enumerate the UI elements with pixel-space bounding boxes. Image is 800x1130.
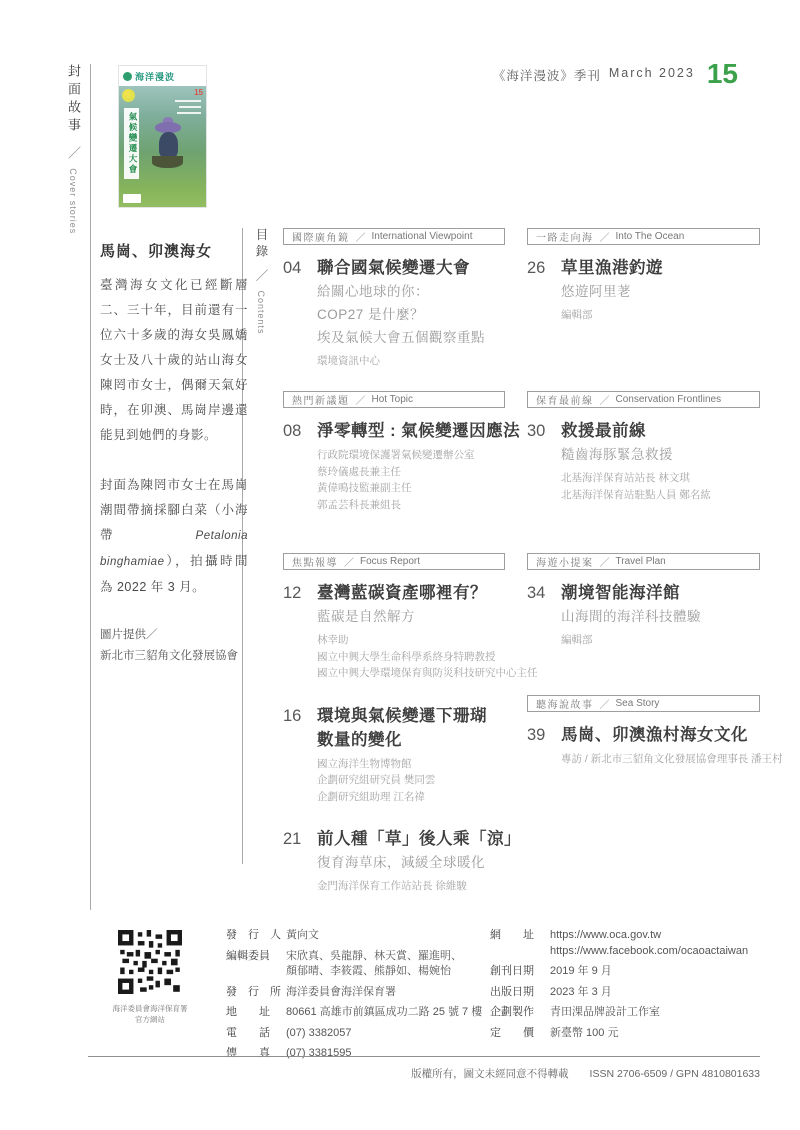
entry-credit: 行政院環境保護署氣候變遷辦公室 xyxy=(317,449,475,461)
section-header-en: Focus Report xyxy=(360,556,421,567)
photo-credit xyxy=(100,625,248,667)
toc-entry xyxy=(283,827,521,895)
entry-credit: 企劃研究組助理 江名禕 xyxy=(317,790,425,803)
section-header-en: Conservation Frontlines xyxy=(615,394,722,405)
colophon-value xyxy=(550,985,612,1001)
colophon-value xyxy=(286,985,396,1001)
colophon-value xyxy=(286,1005,482,1021)
entry-subtitles xyxy=(561,605,760,628)
entry-title: 馬崗、卯澳漁村海女文化 xyxy=(561,726,748,744)
entry-credit: 國立中興大學生命科學系終身特聘教授 xyxy=(317,650,496,663)
colophon-value xyxy=(550,928,748,959)
toc-section-international-viewpoint xyxy=(283,228,505,392)
colophon-value-line: 80661 高雄市前鎮區成功二路 25 號 7 樓 xyxy=(286,1006,483,1018)
section-header xyxy=(527,553,760,570)
colophon-value-line: 2023 年 3 月 xyxy=(550,985,612,998)
magazine-logo-icon xyxy=(123,72,132,81)
toc-entry xyxy=(283,256,505,370)
entry-subtitles xyxy=(561,280,760,303)
colophon-label: 出版日期 xyxy=(490,985,534,998)
entry-subtitle: 給關心地球的你： xyxy=(317,284,429,299)
entry-title: 救援最前線 xyxy=(561,422,646,440)
qr-caption-line: 海洋委員會海洋保育署 xyxy=(112,1004,188,1013)
colophon-row-first-issue-date xyxy=(490,964,748,980)
entry-credits xyxy=(317,878,505,895)
section-header-zh: 聽海說故事 xyxy=(536,700,594,711)
photo-credit-value: 新北市三貂角文化發展協會 xyxy=(100,650,238,662)
entry-credits xyxy=(561,307,760,324)
toc-label-en: Contents xyxy=(256,290,266,335)
colophon-value-line: 顏郁晴、李筱霞、熊靜如、楊婉怡 xyxy=(286,965,451,977)
colophon-value-line: 海洋委員會海洋保育署 xyxy=(286,985,396,998)
qr-code xyxy=(118,930,182,994)
colophon-value xyxy=(550,964,612,980)
entry-subtitles xyxy=(317,851,505,874)
entry-credits xyxy=(561,751,783,768)
colophon-label: 企劃製作 xyxy=(490,1006,534,1018)
section-header xyxy=(527,228,760,245)
colophon xyxy=(88,920,760,1059)
entry-title: 前人種「草」後人乘「涼」 xyxy=(317,830,521,848)
sidebar-label-zh: 封面故事 xyxy=(66,64,81,136)
colophon-value-line: 新臺幣 100 元 xyxy=(550,1026,619,1039)
entry-subtitle: COP27 是什麼？ xyxy=(317,307,425,322)
cover-stories-sidebar xyxy=(64,64,83,294)
entry-page-number: 34 xyxy=(527,584,546,602)
entry-page-number: 26 xyxy=(527,259,546,277)
section-header-en: International Viewpoint xyxy=(371,231,473,242)
entry-title-line2: 數量的變化 xyxy=(317,730,402,749)
sidebar-divider: ／ xyxy=(66,145,81,159)
section-header xyxy=(283,228,505,245)
entry-title: 草里漁港釣遊 xyxy=(561,259,663,277)
section-header-en: Travel Plan xyxy=(615,556,666,567)
entry-credit: 北基海洋保育站站長 林文琪 xyxy=(561,472,690,484)
entry-subtitle: 糙齒海豚緊急救援 xyxy=(561,447,673,462)
qr-caption xyxy=(94,1003,206,1025)
cover-corner-logo xyxy=(123,194,141,203)
colophon-label: 傳 真 xyxy=(226,1047,270,1059)
entry-credits xyxy=(317,756,505,806)
entry-head xyxy=(527,419,760,443)
colophon-value xyxy=(286,1026,351,1042)
colophon-row-address xyxy=(226,1005,482,1021)
entry-credit: 編輯部 xyxy=(561,309,593,321)
entry-credits xyxy=(317,353,505,370)
cover-caption-line xyxy=(175,100,201,102)
entry-page-number: 12 xyxy=(283,584,302,602)
cover-masthead xyxy=(119,66,206,86)
entry-head xyxy=(283,256,505,280)
entry-head xyxy=(283,419,521,443)
entry-credit: 林幸助 xyxy=(317,634,349,646)
section-header-divider: ／ xyxy=(355,396,366,407)
cover-issue-number: 15 xyxy=(194,88,203,97)
colophon-row-editorial-board xyxy=(226,949,482,980)
toc-entry xyxy=(527,723,783,768)
entry-head xyxy=(283,827,521,851)
entry-title: 臺灣藍碳資產哪裡有？ xyxy=(317,584,487,602)
entry-head xyxy=(283,581,505,605)
entry-page-number: 21 xyxy=(283,830,302,848)
colophon-label: 創刊日期 xyxy=(490,965,534,977)
toc-entry xyxy=(283,419,521,513)
entry-subtitle: 山海間的海洋科技體驗 xyxy=(561,609,701,624)
section-header xyxy=(527,391,760,408)
entry-credits xyxy=(317,447,505,513)
entry-page-number: 30 xyxy=(527,422,546,440)
section-header-zh: 熱門新議題 xyxy=(292,396,350,407)
entry-credits xyxy=(561,632,760,649)
colophon-right-column xyxy=(490,928,748,1046)
entry-subtitle: 藍碳是自然解方 xyxy=(317,609,415,624)
entry-head xyxy=(527,723,760,747)
colophon-row-publish-date xyxy=(490,985,748,1001)
cover-caption-line xyxy=(177,112,201,114)
colophon-label: 編輯委員 xyxy=(226,949,270,962)
section-header-zh: 一路走向海 xyxy=(536,233,594,244)
colophon-label: 地 址 xyxy=(226,1006,270,1018)
section-header-zh: 海遊小提案 xyxy=(536,558,594,569)
paragraph-text: ），拍攝時間為 2022 年 3 月。 xyxy=(100,554,248,594)
entry-credit: 黃偉鳴技監兼副主任 xyxy=(317,482,412,494)
toc-section-travel-plan xyxy=(527,553,760,671)
left-margin-rule xyxy=(90,64,91,910)
footer-divider xyxy=(88,1056,760,1057)
toc-entry xyxy=(283,704,505,806)
cover-title-ribbon: 氣候變遷大會 xyxy=(124,108,139,179)
colophon-row-phone xyxy=(226,1026,482,1042)
entry-credits xyxy=(561,470,760,503)
entry-subtitles xyxy=(317,605,505,628)
colophon-value-line: 2019 年 9 月 xyxy=(550,965,612,977)
colophon-label: 發 行 所 xyxy=(226,985,281,998)
colophon-label: 定 價 xyxy=(490,1026,534,1039)
entry-page-number: 04 xyxy=(283,259,302,277)
entry-head xyxy=(527,581,760,605)
colophon-label: 發 行 人 xyxy=(226,929,281,941)
colophon-value-line: (07) 3382057 xyxy=(286,1026,352,1039)
colophon-row-fax xyxy=(226,1046,482,1062)
entry-subtitle: 埃及氣候大會五個觀察重點 xyxy=(317,330,485,345)
section-header-zh: 保育最前線 xyxy=(536,396,594,407)
cover-story-block xyxy=(100,240,248,667)
entry-title: 潮境智能海洋館 xyxy=(561,584,680,602)
entry-credit: 編輯部 xyxy=(561,634,593,646)
qr-caption-line: 官方網站 xyxy=(135,1015,165,1024)
journal-title: 《海洋漫波》季刊 xyxy=(492,69,601,83)
cover-badge-icon xyxy=(122,89,135,102)
sidebar-label-en: Cover stories xyxy=(68,168,78,235)
toc-section-sea-story xyxy=(527,695,783,790)
colophon-row-publisher xyxy=(226,928,482,944)
entry-credit: 國立海洋生物博物館 xyxy=(317,757,412,770)
entry-title: 淨零轉型 : 氣候變遷因應法 xyxy=(317,422,521,440)
website-url: https://www.oca.gov.tw xyxy=(550,929,662,941)
paragraph-text: 封面為陳罔市女士在馬崗潮間帶摘採腳白菜（小海帶 xyxy=(100,478,248,542)
entry-page-number: 16 xyxy=(283,706,302,725)
entry-credit: 國立中興大學環境保育與防災科技研究中心主任 xyxy=(317,667,538,679)
page-header xyxy=(493,60,738,88)
entry-subtitles xyxy=(561,443,760,466)
colophon-label: 網 址 xyxy=(490,929,534,941)
cover-person xyxy=(159,132,178,158)
entry-page-number: 39 xyxy=(527,726,546,744)
section-header-divider: ／ xyxy=(599,558,610,569)
colophon-value xyxy=(286,928,319,944)
section-header-zh: 焦點報導 xyxy=(292,558,338,569)
section-header-en: Hot Topic xyxy=(371,394,414,405)
colophon-value-line: 宋欣真、吳龍靜、林天賞、羅進明、 xyxy=(286,949,462,962)
entry-credit: 蔡玲儀處長兼主任 xyxy=(317,465,401,478)
footer xyxy=(88,1066,760,1081)
toc-entry xyxy=(527,256,760,324)
toc-entry xyxy=(527,419,760,503)
section-header xyxy=(283,553,505,570)
cover-basket xyxy=(152,156,183,168)
colophon-value xyxy=(550,1026,618,1042)
cover-story-paragraph-2 xyxy=(100,473,248,600)
magazine-cover-thumbnail xyxy=(119,66,206,207)
toc-entry xyxy=(527,581,760,649)
entry-credit: 環境資訊中心 xyxy=(317,355,380,367)
section-header-divider: ／ xyxy=(599,233,610,244)
entry-credit: 郭孟芸科長兼組長 xyxy=(317,498,401,511)
section-header-en: Into The Ocean xyxy=(615,231,685,242)
section-header-en: Sea Story xyxy=(615,698,660,709)
colophon-value-line: 青田淉品牌設計工作室 xyxy=(550,1006,660,1018)
qr-block xyxy=(94,930,206,1025)
entry-head xyxy=(527,256,760,280)
colophon-value xyxy=(550,1005,660,1021)
toc-label-zh: 目錄 xyxy=(254,228,268,261)
facebook-url: https://www.facebook.com/ocaoactaiwan xyxy=(550,944,749,957)
colophon-row-website xyxy=(490,928,748,959)
entry-subtitle: 悠遊阿里荖 xyxy=(561,284,631,299)
entry-credit: 企劃研究組研究員 樊同雲 xyxy=(317,774,436,786)
journal-date: March 2023 xyxy=(608,66,695,80)
section-header-divider: ／ xyxy=(599,396,610,407)
entry-title: 聯合國氣候變遷大會 xyxy=(317,259,470,277)
colophon-row-design-studio xyxy=(490,1005,748,1021)
colophon-row-price xyxy=(490,1026,748,1042)
section-header-divider: ／ xyxy=(344,558,354,569)
colophon-row-publishing-office xyxy=(226,985,482,1001)
colophon-value xyxy=(286,949,462,980)
cover-caption-line xyxy=(179,106,201,108)
toc-section-into-the-ocean xyxy=(527,228,760,346)
photo-credit-label: 圖片提供／ xyxy=(100,629,158,641)
entry-head xyxy=(283,704,505,728)
section-header xyxy=(527,695,760,712)
section-header-zh: 國際廣角鏡 xyxy=(292,233,350,244)
toc-section-hot-topic xyxy=(283,391,521,535)
magazine-logo-text: 海洋漫波 xyxy=(135,71,176,82)
entry-credit: 專訪 / 新北市三貂角文化發展協會理事長 潘王村 xyxy=(561,753,783,765)
section-header-divider: ／ xyxy=(599,700,610,711)
entry-credit: 北基海洋保育站駐點人員 鄭名紘 xyxy=(561,488,711,501)
section-header-divider: ／ xyxy=(355,233,366,244)
copyright-notice: 版權所有，圖文未經同意不得轉載 xyxy=(411,1068,569,1080)
section-header xyxy=(283,391,505,408)
colophon-value-line: 黃向文 xyxy=(286,929,319,941)
entry-title: 環境與氣候變遷下珊瑚 xyxy=(317,706,487,725)
colophon-left-column xyxy=(226,928,482,1067)
entry-credits xyxy=(317,632,538,682)
page-number: 15 xyxy=(706,58,738,89)
issn-gpn: ISSN 2706-6509 / GPN 4810801633 xyxy=(589,1068,760,1080)
colophon-value-line: (07) 3381595 xyxy=(286,1047,352,1059)
cover-story-paragraph-1: 臺灣海女文化已經斷層二、三十年，目前還有一位六十多歲的海女吳鳳嬌女士及八十歲的站山海女陳罔市女士，偶爾天氣好時，在卯澳、馬崗岸邊還能見到她們的身影。 xyxy=(100,278,248,442)
toc-section-conservation-frontlines xyxy=(527,391,760,525)
cover-photo xyxy=(119,86,206,207)
colophon-label: 電 話 xyxy=(226,1026,270,1039)
toc-sidebar xyxy=(252,228,270,358)
entry-subtitles xyxy=(317,280,505,349)
entry-page-number: 08 xyxy=(283,422,302,440)
entry-credit: 金門海洋保育工作站站長 徐維駿 xyxy=(317,880,467,892)
colophon-value xyxy=(286,1046,351,1062)
entry-subtitle: 復育海草床，減緩全球暖化 xyxy=(317,855,485,870)
cover-story-title: 馬崗、卯澳海女 xyxy=(100,243,213,260)
toc-divider: ／ xyxy=(254,269,268,282)
species-name: Petalonia binghamiae xyxy=(100,530,248,568)
